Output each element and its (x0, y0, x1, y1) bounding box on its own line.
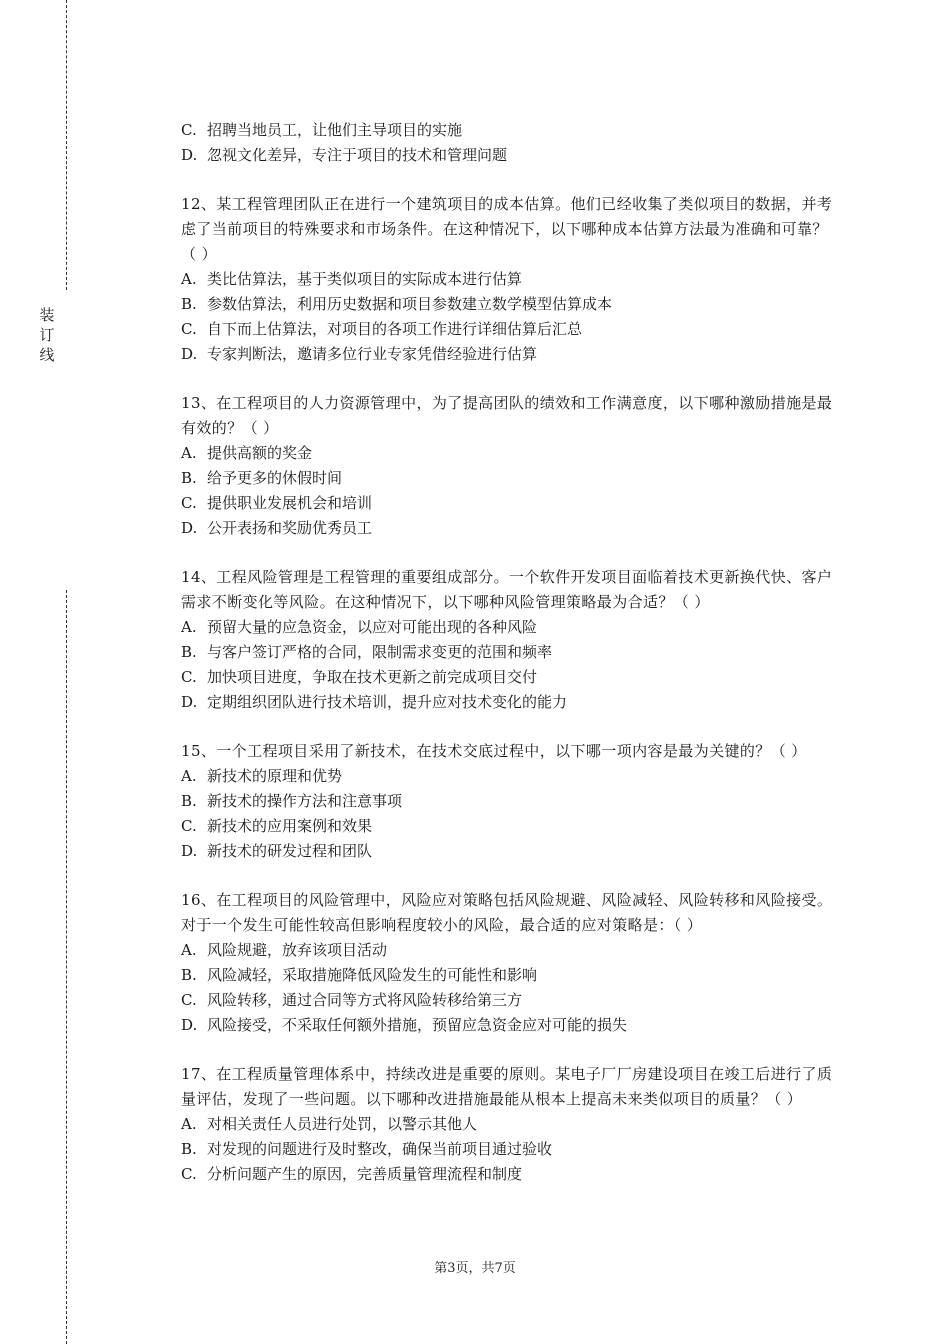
option-b: B. 对发现的问题进行及时整改，确保当前项目通过验收 (181, 1140, 553, 1158)
option-c: C. 新技术的应用案例和效果 (181, 817, 373, 835)
option-a: A. 对相关责任人员进行处罚，以警示其他人 (181, 1115, 478, 1133)
option-b: B. 风险减轻，采取措施降低风险发生的可能性和影响 (181, 966, 538, 984)
question-stem: 13、在工程项目的人力资源管理中，为了提高团队的绩效和工作满意度，以下哪种激励措施是最有效的？（ ） (181, 394, 833, 437)
option-b: B. 给予更多的休假时间 (181, 469, 343, 487)
option-c: C. 自下而上估算法，对项目的各项工作进行详细估算后汇总 (181, 320, 583, 338)
question-17 (181, 1062, 841, 1187)
option-c: C. 招聘当地员工，让他们主导项目的实施 (181, 121, 463, 139)
binding-char: 装 (39, 306, 55, 324)
option-a: A. 预留大量的应急资金，以应对可能出现的各种风险 (181, 618, 538, 636)
binding-char: 订 (39, 326, 55, 344)
question-stem: 14、工程风险管理是工程管理的重要组成部分。一个软件开发项目面临着技术更新换代快、客户需求不断变化等风险。在这种情况下，以下哪种风险管理策略最为合适？（ ） (181, 568, 833, 611)
option-b: B. 与客户签订严格的合同，限制需求变更的范围和频率 (181, 643, 553, 661)
option-a: A. 提供高额的奖金 (181, 444, 313, 462)
option-d: D. 新技术的研发过程和团队 (181, 842, 373, 860)
question-stem: 17、在工程质量管理体系中，持续改进是重要的原则。某电子厂厂房建设项目在竣工后进行了质量评估，发现了一些问题。以下哪种改进措施最能从根本上提高未来类似项目的质量？（ ） (181, 1065, 833, 1108)
option-d: D. 忽视文化差异，专注于项目的技术和管理问题 (181, 146, 508, 164)
binding-label (37, 305, 57, 365)
question-stem: 12、某工程管理团队正在进行一个建筑项目的成本估算。他们已经收集了类似项目的数据，并考虑了当前项目的特殊要求和市场条件。在这种情况下，以下哪种成本估算方法最为准确和可靠？（ ） (181, 195, 833, 263)
option-c: C. 加快项目进度，争取在技术更新之前完成项目交付 (181, 668, 538, 686)
question-14 (181, 565, 841, 715)
option-b: B. 新技术的操作方法和注意事项 (181, 792, 403, 810)
option-d: D. 专家判断法，邀请多位行业专家凭借经验进行估算 (181, 345, 538, 363)
question-12 (181, 192, 841, 367)
partial-question (181, 118, 841, 168)
option-d: D. 公开表扬和奖励优秀员工 (181, 519, 373, 537)
question-13 (181, 391, 841, 541)
option-b: B. 参数估算法，利用历史数据和项目参数建立数学模型估算成本 (181, 295, 613, 313)
option-a: A. 风险规避，放弃该项目活动 (181, 941, 388, 959)
binding-line-bottom (66, 590, 67, 1344)
option-d: D. 定期组织团队进行技术培训，提升应对技术变化的能力 (181, 693, 568, 711)
option-d: D. 风险接受，不采取任何额外措施，预留应急资金应对可能的损失 (181, 1016, 628, 1034)
option-c: C. 提供职业发展机会和培训 (181, 494, 373, 512)
option-c: C. 分析问题产生的原因，完善质量管理流程和制度 (181, 1165, 523, 1183)
question-stem: 15、一个工程项目采用了新技术，在技术交底过程中，以下哪一项内容是最为关键的？（ ） (181, 742, 807, 760)
question-15 (181, 739, 841, 864)
binding-line-top (66, 0, 67, 290)
option-a: A. 新技术的原理和优势 (181, 767, 343, 785)
question-16 (181, 888, 841, 1038)
binding-char: 线 (39, 346, 55, 364)
option-a: A. 类比估算法，基于类似项目的实际成本进行估算 (181, 270, 523, 288)
option-c: C. 风险转移，通过合同等方式将风险转移给第三方 (181, 991, 523, 1009)
question-content (181, 118, 841, 1187)
question-stem: 16、在工程项目的风险管理中，风险应对策略包括风险规避、风险减轻、风险转移和风险接受。对于一个发生可能性较高但影响程度较小的风险，最合适的应对策略是：（ ） (181, 891, 833, 934)
page-footer: 第3页，共7页 (434, 1261, 516, 1276)
